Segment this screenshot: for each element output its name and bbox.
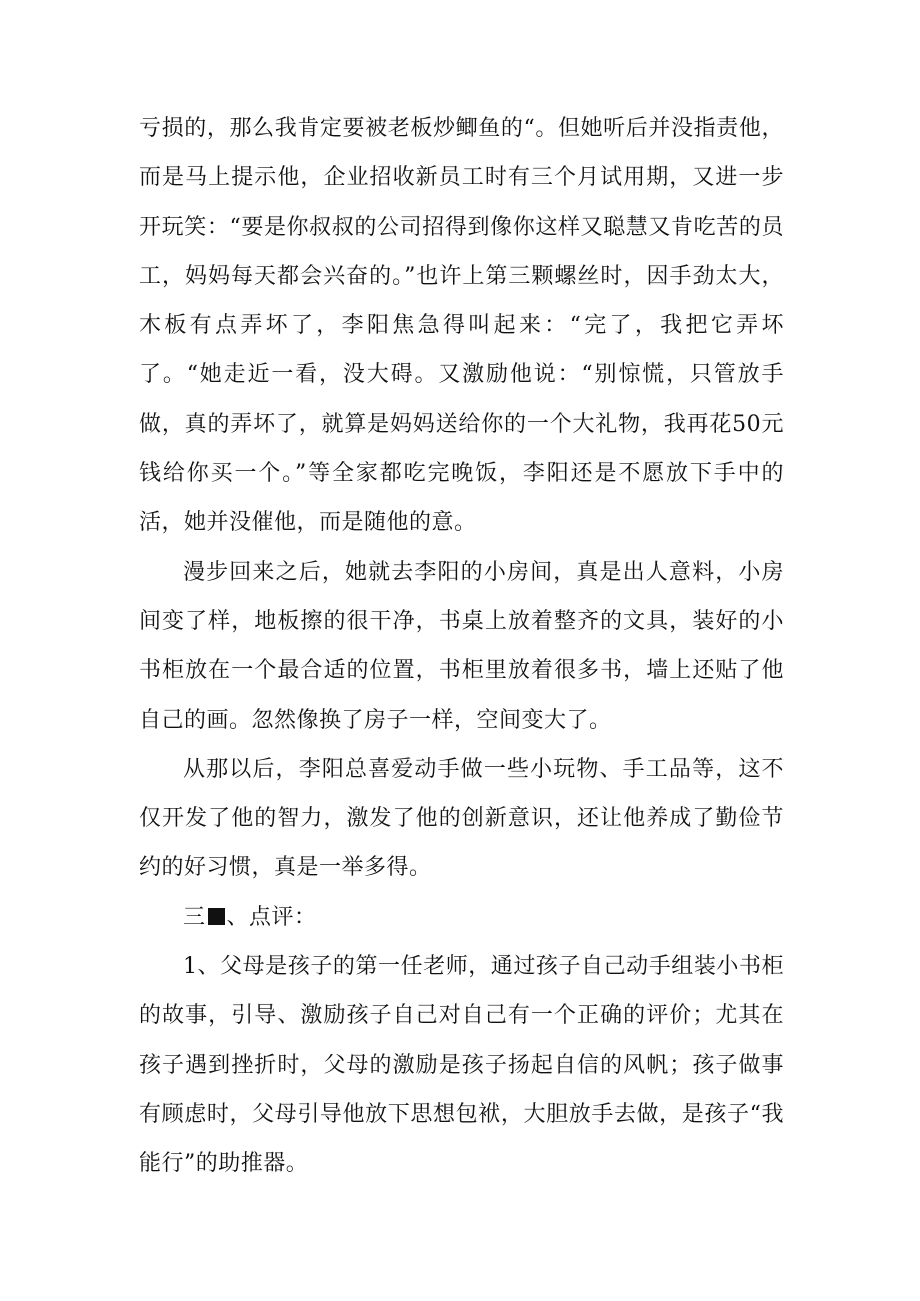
paragraph-since-then: 从那以后，李阳总喜爱动手做一些小玩物、手工品等，这不仅开发了他的智力，激发了他的创新意识，还让他养成了勤俭节约的好习惯，真是一举多得。 [139, 756, 784, 881]
paragraph-story-continued: 亏损的，那么我肯定要被老板炒鲫鱼的“。但她听后并没指责他，而是马上提示他，企业招收新员工时有三个月试用期，又进一步开玩笑：“要是你叔叔的公司招得到像你这样又聪慧又肯吃苦的员工，妈妈每天都会兴奋的。”也许上第三颗螺丝时，因手劲太大，木板有点弄坏了，李阳焦急得叫起来：“完了，我把它弄坏了。“她走近一看，没大碍。又激励他说：“别惊慌，只管放手做，真的弄坏了，就算是妈妈送给你的一个大礼物，我再花50元钱给你买一个。”等全家都吃完晚饭，李阳还是不愿放下手中的活，她并没催他，而是随他的意。 [139, 116, 784, 536]
paragraph-room-changed: 漫步回来之后，她就去李阳的小房间，真是出人意料，小房间变了样，地板擦的很干净，书桌上放着整齐的文具，装好的小书柜放在一个最合适的位置，书柜里放着很多书，墙上还贴了他自己的画。忽然像换了房子一样，空间变大了。 [139, 559, 784, 733]
paragraph-comment-1: 1、父母是孩子的第一任老师，通过孩子自己动手组装小书柜的故事，引导、激励孩子自己对自己有一个正确的评价；尤其在孩子遇到挫折时，父母的激励是孩子扬起自信的风帆；孩子做事有顾虑时，父母引导他放下思想包袱，大胆放手去做，是孩子“我能行”的助推器。 [139, 954, 784, 1177]
section-title: 、点评： [226, 904, 317, 930]
section-number: 三 [183, 904, 206, 930]
document-page [139, 104, 784, 1189]
black-square-icon [208, 908, 225, 925]
section-heading [139, 893, 784, 942]
